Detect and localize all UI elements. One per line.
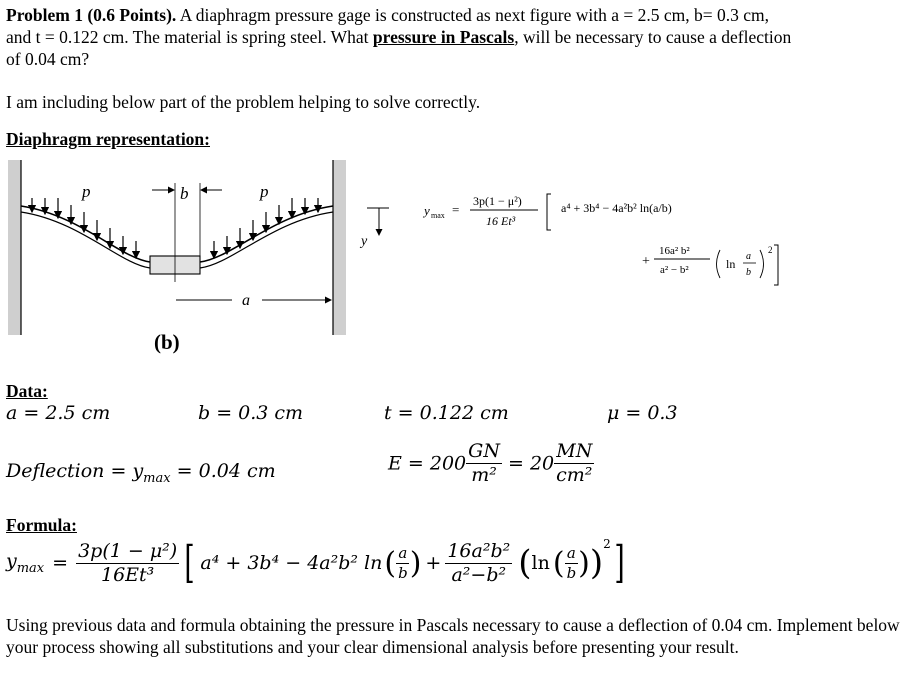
modulus-unit2-num: MN [556, 440, 593, 462]
deflection-label: Deflection [6, 460, 105, 482]
modulus-unit-den: m² [471, 463, 497, 486]
load-label-left: p [82, 182, 91, 201]
formula-frac2-num: 16a²b² [447, 539, 511, 562]
formula-expression: $y_{max}$ = $\frac{\text{3p(1 − μ²)}}{\text{16Et³}}$ [ a⁴ + 3b⁴ − 4a²b² ln ( $\frac{a}{b}$ ) + $\frac{\text{16a²b²}}{\text{a²−b²}}$ ( ln ( $\frac{a}{b}$ ) ) $^2$ ] [6, 537, 625, 588]
problem-emphasis: pressure in Pascals [372, 27, 515, 47]
fig-eq-frac-num: 16a² b² [659, 245, 690, 257]
problem-statement [6, 4, 904, 70]
modulus-unit-num: GN [468, 440, 500, 462]
formula-heading: Formula: [6, 515, 77, 535]
formula-lhs-sub: max [16, 560, 45, 576]
formula-ln2: ln [531, 552, 550, 574]
modulus-equals: = 20 [508, 452, 555, 475]
fig-eq-line1: a⁴ + 3b⁴ − 4a²b² ln(a/b) [561, 201, 672, 215]
formula-lhs: y [6, 550, 17, 573]
left-support [8, 160, 21, 335]
problem-text-a: A diaphragm pressure gage is constructed as next figure with a = 2.5 cm, b= 0.3 cm, [176, 5, 770, 25]
diaphragm-plate [21, 206, 333, 262]
problem-text-c: , will be necessary to cause a deflection [514, 27, 792, 47]
data-mu: μ = 0.3 [607, 402, 678, 424]
right-support [333, 160, 346, 335]
fig-eq-numerator: 3p(1 − μ²) [473, 194, 522, 208]
formula-square: 2 [603, 537, 611, 551]
deflection-value: = 0.04 cm [176, 460, 276, 482]
deflection-ymax-sub: max [143, 470, 171, 486]
deflection-equation: Deflection = $y_{max} = 0.04$ cm [6, 460, 276, 486]
fig-eq-square: 2 [768, 245, 773, 255]
closing-paragraph: Using previous data and formula obtaining the pressure in Pascals necessary to cause a deflection of 0.04 cm. Implement below your process showing all substitutions and your clear dimensional analysis before presenting your result. [6, 615, 900, 657]
modulus-prefix: E = 200 [388, 452, 467, 475]
formula-numerator: 3p(1 − μ²) [78, 539, 178, 562]
a-dimension-label: a [242, 292, 250, 309]
formula-frac-b: b [398, 563, 408, 582]
data-b: b = 0.3 cm [198, 402, 304, 424]
fig-eq-ln: ln [726, 257, 736, 271]
modulus-unit2-den: cm² [556, 463, 593, 486]
formula-frac-a2: a [566, 544, 576, 562]
data-t: t = 0.122 cm [384, 402, 509, 424]
fig-eq-denominator: 16 Et³ [486, 214, 516, 228]
formula-frac-a: a [398, 544, 408, 562]
diaphragm-figure [0, 155, 908, 370]
deflection-ymax: y [132, 460, 144, 482]
formula-frac2-den: a²−b² [451, 563, 507, 586]
load-label-right: p [260, 182, 269, 201]
data-heading: Data: [6, 381, 48, 401]
figure-caption: (b) [154, 330, 180, 354]
data-a: a = 2.5 cm [6, 402, 111, 424]
formula-denominator: 16Et³ [100, 563, 155, 586]
formula-body: a⁴ + 3b⁴ − 4a²b² ln [200, 552, 383, 574]
fig-eq-equals: = [452, 202, 460, 217]
problem-text-b: and t = 0.122 cm. The material is spring steel. What [6, 27, 373, 47]
b-dimension-label: b [180, 184, 189, 203]
formula-plus: + [425, 552, 442, 574]
formula-frac-b2: b [566, 563, 577, 582]
fig-eq-lhs: y [424, 203, 430, 218]
fig-eq-frac-den: a² − b² [660, 264, 689, 276]
problem-heading: Problem 1 (0.6 Points). [6, 5, 177, 25]
fig-eq-frac-b: b [746, 267, 751, 278]
intro-text: I am including below part of the problem helping to solve correctly. [6, 92, 481, 112]
y-axis-label: y [361, 234, 368, 249]
fig-eq-plus: + [642, 254, 650, 269]
modulus-equation [388, 441, 594, 486]
diagram-heading: Diaphragm representation: [6, 129, 210, 149]
fig-eq-frac-a: a [746, 251, 751, 262]
fig-eq-lhs-sub: max [431, 211, 445, 220]
problem-text-d: of 0.04 cm? [6, 49, 90, 69]
